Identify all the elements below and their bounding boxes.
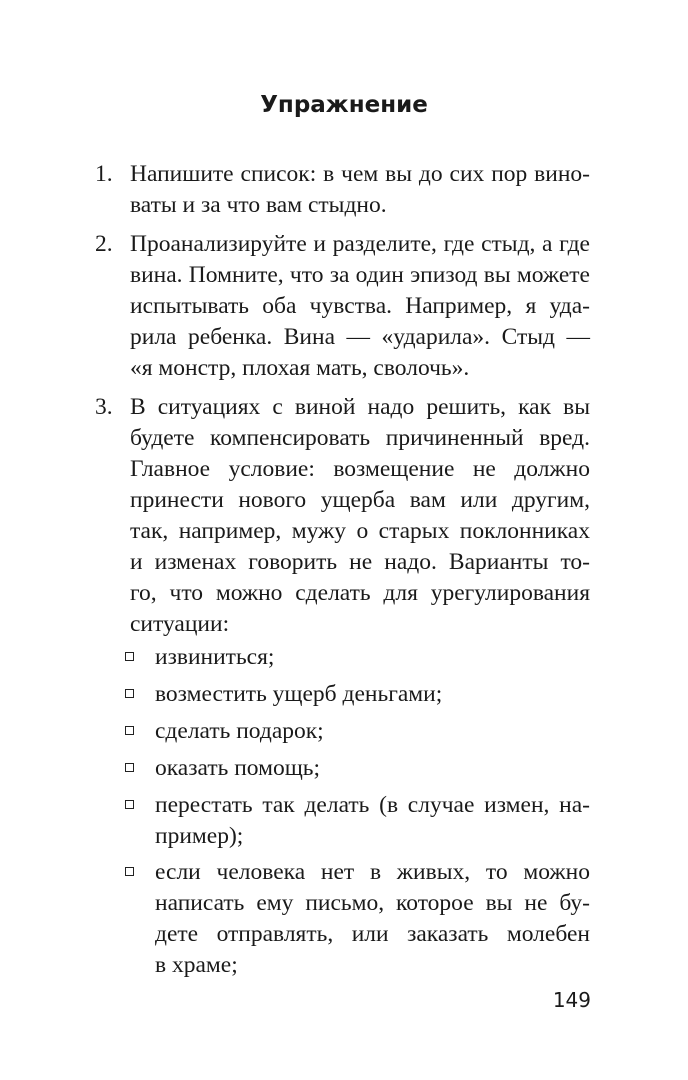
checkbox-bullet-icon xyxy=(125,652,134,661)
item-line: Проанализируйте и разделите, где стыд, а где xyxy=(130,231,590,257)
checkbox-bullet-icon xyxy=(125,800,134,809)
item-line: испытывать оба чувства. Например, я уда- xyxy=(130,293,590,319)
item-line: го, что можно сделать для урегулирования xyxy=(130,580,590,606)
item-line: Напишите список: в чем вы до сих пор вино- xyxy=(130,161,590,187)
item-line: рила ребенка. Вина — «ударила». Стыд — xyxy=(130,324,590,350)
item-number: 1. xyxy=(95,161,113,187)
bullet-line: пример); xyxy=(155,823,244,849)
item-line: вина. Помните, что за один эпизод вы можете xyxy=(130,262,590,288)
item-line: ситуации: xyxy=(130,611,230,637)
item-line: принести нового ущерба вам или другим, xyxy=(130,487,590,513)
item-line: ваты и за что вам стыдно. xyxy=(130,192,387,218)
bullet-line: сделать подарок; xyxy=(155,718,324,744)
item-line: будете компенсировать причиненный вред. xyxy=(130,425,590,451)
checkbox-bullet-icon xyxy=(125,867,134,876)
bullet-line: возместить ущерб деньгами; xyxy=(155,681,443,707)
item-number: 2. xyxy=(95,231,113,257)
exercise-heading: Упражнение xyxy=(260,92,428,118)
item-line: «я монстр, плохая мать, сволочь». xyxy=(130,355,470,381)
bullet-line: написать ему письмо, которое вы не бу- xyxy=(155,890,590,916)
page-number: 149 xyxy=(552,988,591,1012)
bullet-line: если человека нет в живых, то можно xyxy=(155,859,590,885)
item-line: и изменах говорить не надо. Варианты то- xyxy=(130,549,590,575)
bullet-line: оказать помощь; xyxy=(155,755,321,781)
checkbox-bullet-icon xyxy=(125,763,134,772)
bullet-line: перестать так делать (в случае измен, на- xyxy=(155,792,590,818)
item-line: В ситуациях с виной надо решить, как вы xyxy=(130,394,590,420)
item-line: так, например, мужу о старых поклонниках xyxy=(130,518,590,544)
checkbox-bullet-icon xyxy=(125,726,134,735)
bullet-line: в храме; xyxy=(155,952,238,978)
item-line: Главное условие: возмещение не должно xyxy=(130,456,590,482)
item-number: 3. xyxy=(95,394,113,420)
bullet-line: дете отправлять, или заказать молебен xyxy=(155,921,590,947)
checkbox-bullet-icon xyxy=(125,689,134,698)
bullet-line: извиниться; xyxy=(155,644,275,670)
